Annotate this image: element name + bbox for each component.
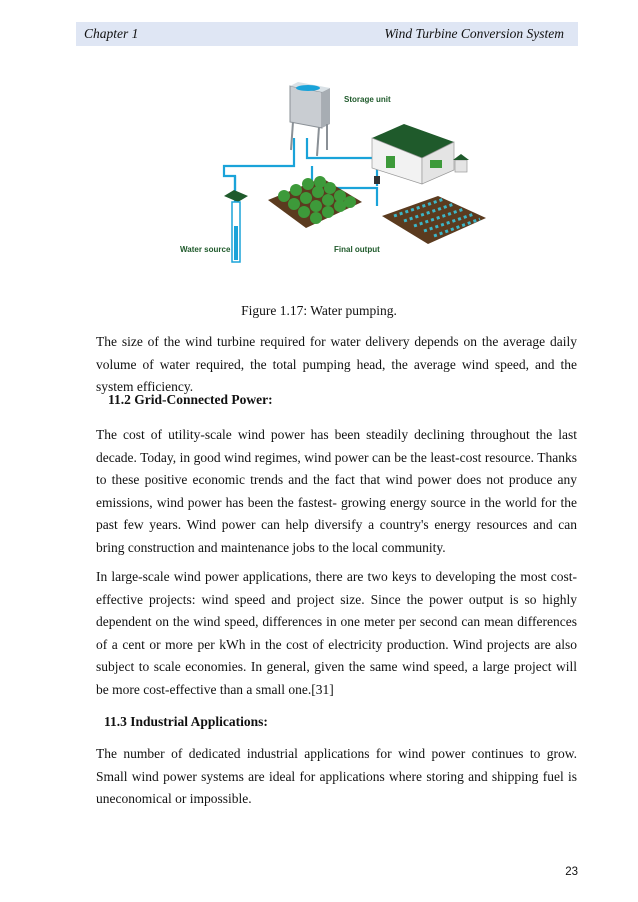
storage-tank xyxy=(290,82,330,156)
faucet xyxy=(374,176,380,184)
running-header xyxy=(76,22,578,46)
page-number: 23 xyxy=(565,866,578,878)
chapter-label: Chapter 1 xyxy=(84,26,139,41)
figure-caption: Figure 1.17: Water pumping. xyxy=(241,303,397,318)
paragraph-4: The number of dedicated industrial applications for wind power continues to grow. Small wind power systems are ideal for applications where storing and shipping fuel is uneconomical or impossible. xyxy=(96,746,577,807)
farm-house xyxy=(372,124,469,184)
orchard xyxy=(268,176,362,228)
paragraph-3: In large-scale wind power applications, there are two keys to developing the most cost-effective projects: wind speed and project size. Since the power output is so highly dependent on the wind speed, differences in one meter per second can mean differences of a cent or more per kWh in the cost of electricity production. Wind projects are also subject to scale economies. In general, given the same wind speed, a large project will be more cost-effective than a small one.[31] xyxy=(96,569,577,697)
paragraph-2: The cost of utility-scale wind power has been steadily declining throughout the last decade. Today, in good wind regimes, wind power can be the least-cost resource. Thanks to these positive economic trends and the fact that wind power does not produce any emissions, wind power has been the fastest- growing energy source in the world for the past few years. Wind power can help diversify a country's energy resources and can bring construction and maintenance jobs to the local community. xyxy=(96,427,577,555)
section-heading-11-2: 11.2 Grid-Connected Power: xyxy=(108,392,273,407)
source-label: Water source xyxy=(180,245,231,254)
crop-field xyxy=(382,196,486,244)
output-label: Final output xyxy=(334,245,380,254)
chapter-title: Wind Turbine Conversion System xyxy=(384,26,564,41)
section-heading-11-3: 11.3 Industrial Applications: xyxy=(104,714,268,729)
paragraph-1: The size of the wind turbine required for water delivery depends on the average daily volume of water required, the total pumping head, the average wind speed, and the system efficiency. xyxy=(96,334,577,395)
storage-label: Storage unit xyxy=(344,95,391,104)
water-pumping-figure xyxy=(172,78,492,278)
